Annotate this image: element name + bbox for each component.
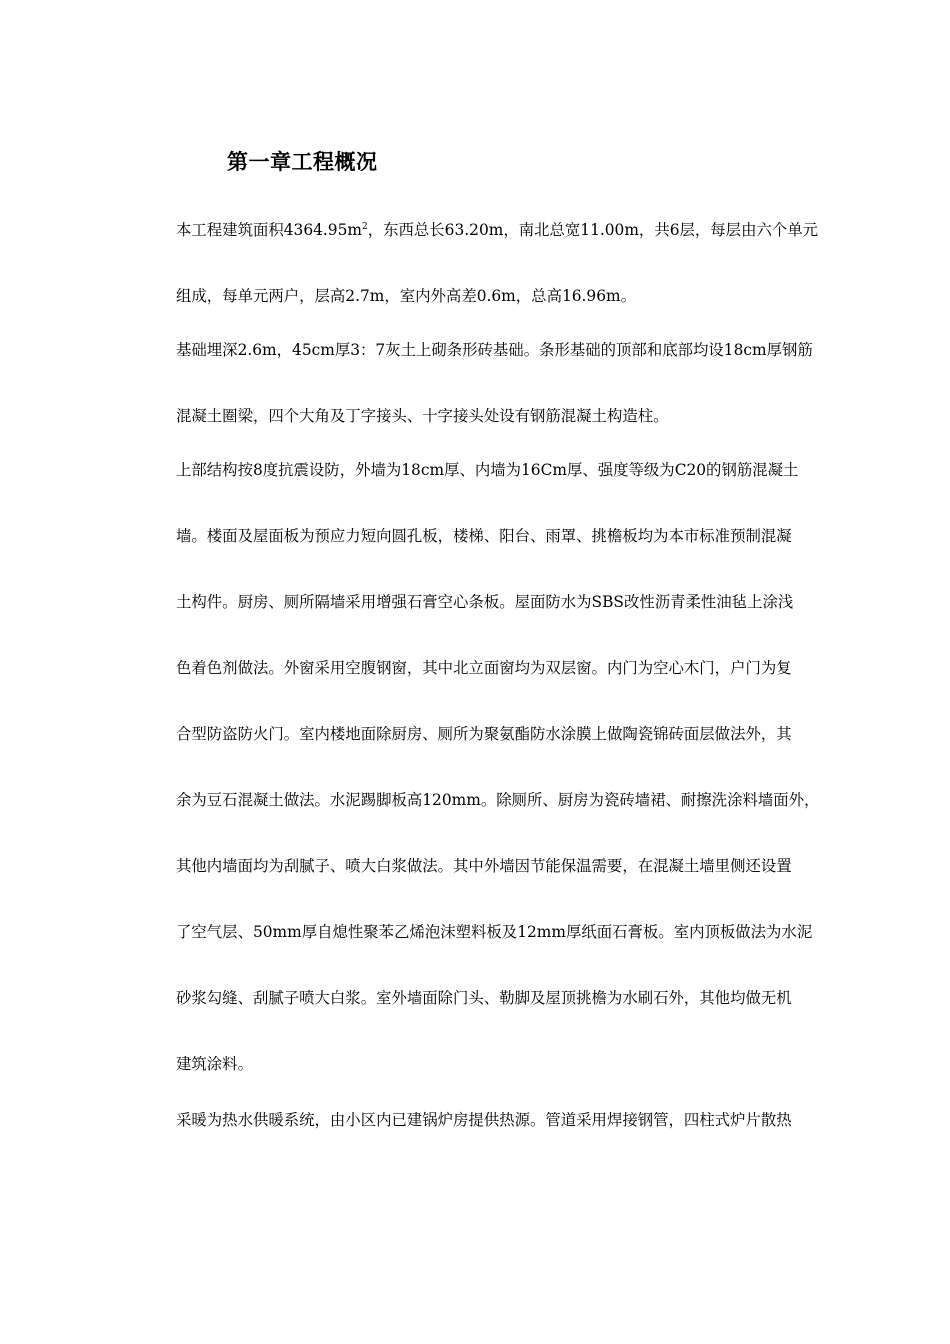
paragraph-3-line-6: 余为豆石混凝土做法。水泥踢脚板高120mm。除厕所、厨房为瓷砖墙裙、耐擦洗涂料墙面外，: [176, 791, 820, 809]
paragraph-3-line-10: 建筑涂料。: [176, 1055, 253, 1073]
paragraph-2-line-2: 混凝土圈梁，四个大角及丁字接头、十字接头处设有钢筋混凝土构造柱。: [176, 407, 669, 425]
paragraph-3-line-9: 砂浆勾缝、刮腻子喷大白浆。室外墙面除门头、勒脚及屋顶挑檐为水刷石外，其他均做无机: [176, 989, 792, 1007]
paragraph-2-line-1: 基础埋深2.6m，45cm厚3：7灰土上砌条形砖基础。条形基础的顶部和底部均设18cm厚钢筋: [176, 341, 813, 359]
paragraph-1-line-2: 组成，每单元两户，层高2.7m，室内外高差0.6m，总高16.96m。: [176, 287, 636, 305]
superscript: 2: [361, 221, 368, 232]
paragraph-3-line-2: 墙。楼面及屋面板为预应力短向圆孔板，楼梯、阳台、雨罩、挑檐板均为本市标准预制混凝: [176, 527, 792, 545]
paragraph-3-line-3: 土构件。厨房、厕所隔墙采用增强石膏空心条板。屋面防水为SBS改性沥青柔性油毡上涂浅: [176, 593, 794, 611]
chapter-title: 第一章工程概况: [227, 150, 378, 174]
paragraph-3-line-1: 上部结构按8度抗震设防，外墙为18cm厚、内墙为16Cm厚、强度等级为C20的钢筋混凝土: [176, 461, 799, 479]
paragraph-3-line-4: 色着色剂做法。外窗采用空腹钢窗，其中北立面窗均为双层窗。内门为空心木门，户门为复: [176, 659, 792, 677]
paragraph-4-line-1: 采暖为热水供暖系统，由小区内已建锅炉房提供热源。管道采用焊接钢管，四柱式炉片散热: [176, 1111, 792, 1129]
paragraph-3-line-5: 合型防盗防火门。室内楼地面除厨房、厕所为聚氨酯防水涂膜上做陶瓷锦砖面层做法外，其: [176, 725, 792, 743]
paragraph-1-line-1: [176, 218, 818, 242]
text-segment: 本工程建筑面积4364.95m: [176, 221, 362, 239]
paragraph-3-line-7: 其他内墙面均为刮腻子、喷大白浆做法。其中外墙因节能保温需要，在混凝土墙里侧还设置: [176, 857, 792, 875]
text-segment: ，东西总长63.20m，南北总宽11.00m，共6层，每层由六个单元: [367, 221, 819, 239]
paragraph-3-line-8: 了空气层、50mm厚自熄性聚苯乙烯泡沫塑料板及12mm厚纸面石膏板。室内顶板做法为水泥: [176, 923, 813, 941]
